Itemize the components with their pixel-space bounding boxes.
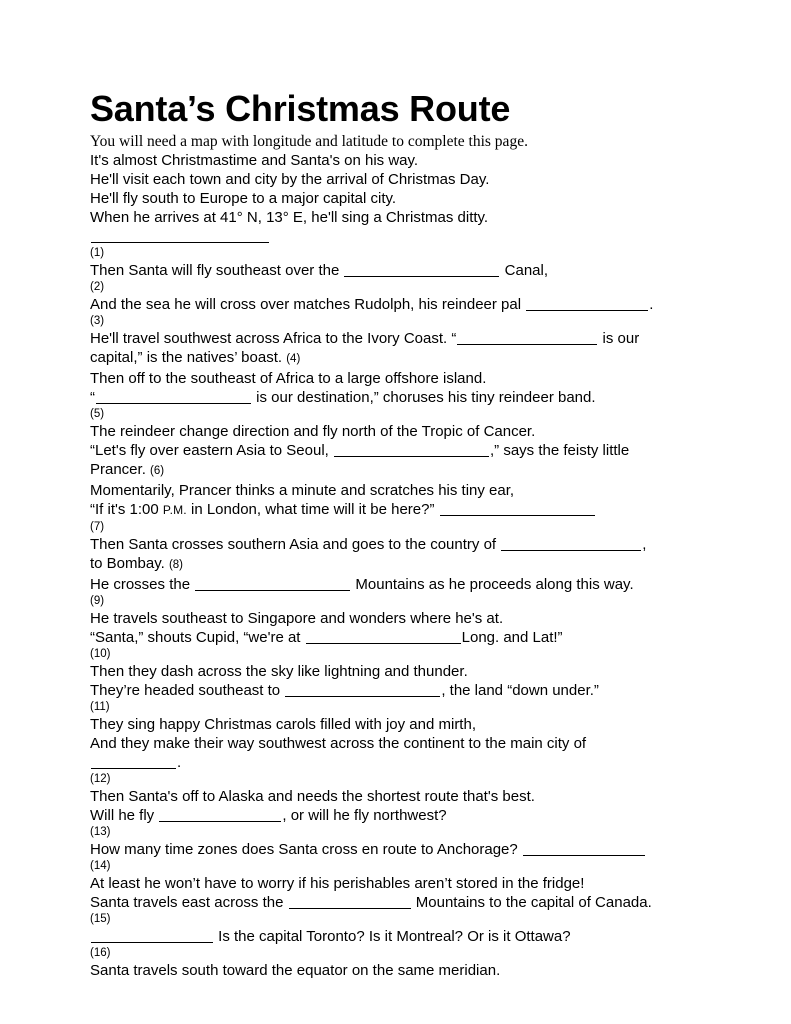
- verse-text: to Bombay.: [90, 555, 165, 572]
- answer-blank-9[interactable]: [195, 577, 350, 591]
- verse-line-12: Momentarily, Prancer thinks a minute and scratches his tiny ear,: [90, 482, 515, 499]
- answer-blank-2[interactable]: [344, 263, 499, 277]
- question-number-12: (12): [90, 773, 111, 785]
- answer-blank-15[interactable]: [289, 895, 411, 909]
- instruction-line: You will need a map with longitude and latitude to complete this page.: [90, 133, 528, 150]
- answer-blank-6[interactable]: [334, 443, 489, 457]
- answer-blank-7[interactable]: [440, 502, 595, 516]
- verse-text: capital,” is the natives’ boast.: [90, 349, 283, 366]
- answer-blank-8[interactable]: [501, 537, 641, 551]
- verse-text-cont: in London, what time will it be here?”: [191, 501, 435, 518]
- answer-blank-12[interactable]: [91, 755, 176, 769]
- verse-line-3: He'll fly south to Europe to a major capital city.: [90, 190, 397, 207]
- verse-line-21: And they make their way southwest across the continent to the main city of: [90, 735, 587, 752]
- page-title: Santa’s Christmas Route: [90, 88, 511, 129]
- verse-text-cont: Canal,: [504, 262, 549, 279]
- verse-text: Santa travels east across the: [90, 894, 284, 911]
- verse-line-11b: [90, 460, 670, 481]
- verse-text-cont: ,: [642, 536, 647, 553]
- verse-line-28: [90, 927, 670, 946]
- verse-text: Prancer.: [90, 461, 146, 478]
- verse-line-9: [90, 388, 670, 407]
- time-period-label: P.M.: [162, 503, 187, 517]
- verse-text: “Santa,” shouts Cupid, “we're at: [90, 629, 301, 646]
- verse-line-25: [90, 840, 670, 859]
- answer-blank-10[interactable]: [306, 630, 461, 644]
- answer-blank-14[interactable]: [523, 842, 645, 856]
- question-number-2: (2): [90, 281, 105, 293]
- answer-blank-4[interactable]: [457, 331, 597, 345]
- verse-text: They’re headed southeast to: [90, 682, 281, 699]
- verse-line-10: The reindeer change direction and fly north of the Tropic of Cancer.: [90, 423, 536, 440]
- verse-line-7: [90, 329, 670, 348]
- verse-text: He'll travel southwest across Africa to the Ivory Coast. “: [90, 330, 457, 347]
- verse-text: Then Santa crosses southern Asia and goes to the country of: [90, 536, 497, 553]
- verse-text-cont: .: [177, 754, 182, 771]
- verse-line-19: [90, 681, 670, 700]
- verse-text-cont: Is the capital Toronto? Is it Montreal? Or is it Ottawa?: [218, 928, 571, 945]
- verse-line-14: [90, 535, 670, 554]
- verse-line-16: He travels southeast to Singapore and wonders where he's at.: [90, 610, 504, 627]
- question-number-9: (9): [90, 595, 105, 607]
- verse-text: “If it's 1:00: [90, 501, 159, 518]
- verse-line-23: Then Santa's off to Alaska and needs the shortest route that's best.: [90, 788, 535, 805]
- question-number-8: (8): [168, 559, 183, 571]
- answer-blank-5[interactable]: [96, 390, 251, 404]
- verse-text: And the sea he will cross over matches Rudolph, his reindeer pal: [90, 296, 522, 313]
- question-number-11: (11): [90, 701, 110, 713]
- verse-line-29: Santa travels south toward the equator on the same meridian.: [90, 962, 501, 979]
- verse-line-11: [90, 441, 670, 460]
- verse-line-14b: [90, 554, 670, 575]
- verse-text-cont: , or will he fly northwest?: [282, 807, 447, 824]
- verse-text-cont: Mountains to the capital of Canada.: [415, 894, 652, 911]
- verse-line-5: [90, 261, 670, 280]
- answer-blank-11[interactable]: [285, 683, 440, 697]
- verse-line-1: It's almost Christmastime and Santa's on his way.: [90, 152, 419, 169]
- verse-text-cont: Long. and Lat!”: [461, 629, 563, 646]
- verse-line-17: [90, 628, 670, 647]
- question-number-6: (6): [150, 465, 165, 477]
- verse-line-18: Then they dash across the sky like lightning and thunder.: [90, 663, 468, 680]
- verse-text: Then Santa will fly southeast over the: [90, 262, 340, 279]
- question-number-10: (10): [90, 648, 111, 660]
- verse-text-cont: is our destination,” choruses his tiny reindeer band.: [256, 389, 596, 406]
- question-number-15: (15): [90, 913, 111, 925]
- answer-blank-1[interactable]: [91, 229, 269, 243]
- verse-line-27: [90, 893, 670, 912]
- answer-blank-13[interactable]: [159, 808, 281, 822]
- verse-line-8: Then off to the southeast of Africa to a large offshore island.: [90, 370, 487, 387]
- question-number-13: (13): [90, 826, 111, 838]
- question-number-3: (3): [90, 315, 105, 327]
- verse-line-24: [90, 806, 670, 825]
- verse-text: When he arrives at 41° N, 13° E, he'll sing a Christmas ditty.: [90, 209, 489, 226]
- question-number-7: (7): [90, 521, 105, 533]
- verse-line-2: He'll visit each town and city by the arrival of Christmas Day.: [90, 171, 490, 188]
- question-number-1: (1): [90, 247, 105, 259]
- question-number-14: (14): [90, 860, 111, 872]
- verse-line-15: [90, 575, 670, 594]
- worksheet-content: [90, 88, 670, 980]
- verse-text-cont: Mountains as he proceeds along this way.: [355, 576, 634, 593]
- verse-line-6: [90, 295, 670, 314]
- question-number-4: (4): [286, 353, 301, 365]
- verse-text-cont: is our: [602, 330, 640, 347]
- verse-line-4: [90, 208, 670, 246]
- verse-text-cont: ,” says the feisty little: [490, 442, 630, 459]
- answer-blank-16[interactable]: [91, 929, 213, 943]
- question-number-16: (16): [90, 947, 111, 959]
- verse-line-22: [90, 753, 670, 772]
- question-number-5: (5): [90, 408, 105, 420]
- verse-text-cont: , the land “down under.”: [441, 682, 599, 699]
- verse-text: How many time zones does Santa cross en route to Anchorage?: [90, 841, 518, 858]
- verse-line-20: They sing happy Christmas carols filled with joy and mirth,: [90, 716, 476, 733]
- verse-text: He crosses the: [90, 576, 191, 593]
- verse-line-7b: [90, 348, 670, 369]
- verse-text: “: [90, 389, 95, 406]
- answer-blank-3[interactable]: [526, 297, 648, 311]
- verse-text: Will he fly: [90, 807, 155, 824]
- verse-text-cont: .: [649, 296, 654, 313]
- verse-text: “Let's fly over eastern Asia to Seoul,: [90, 442, 329, 459]
- verse-line-26: At least he won’t have to worry if his perishables aren’t stored in the fridge!: [90, 875, 585, 892]
- verse-line-13: [90, 500, 670, 520]
